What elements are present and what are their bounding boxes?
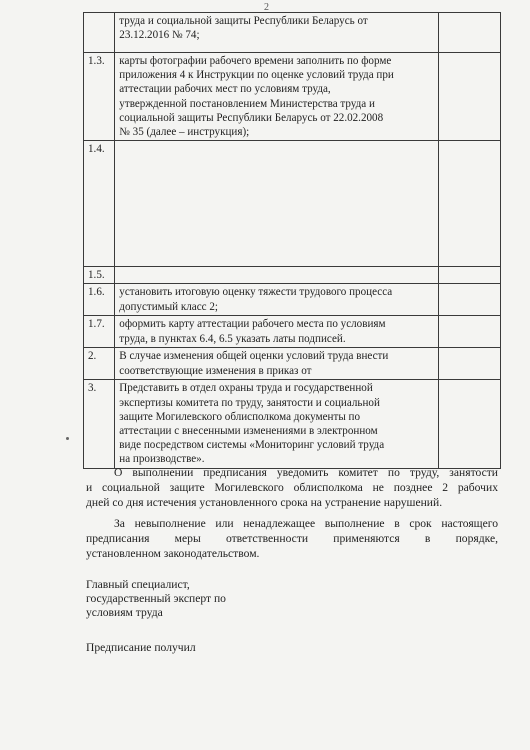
- table-row: [84, 13, 501, 53]
- scan-dot-mark: [66, 437, 69, 440]
- row-text-content: Представить в отдел охраны труда и государственной экспертизы комитета по труду, занятости и социальной защите Могилевского облисполкома документы по аттестации с внесенными изменениями в электронном виде посредством системы «Мониторинг условий труда на производстве».: [119, 382, 385, 466]
- paragraph-line: За невыполнение или ненадлежащее выполнение в срок настоящего: [114, 517, 498, 530]
- paragraph-line: предписания меры ответственности применяются в порядке,: [86, 532, 498, 546]
- table-row: [84, 348, 501, 380]
- row-text: [115, 284, 439, 316]
- row-number: 2.: [84, 348, 115, 380]
- row-text-content: установить итоговую оценку тяжести трудового процесса допустимый класс 2;: [119, 286, 393, 313]
- row-text: [115, 141, 439, 267]
- paragraph-line: О выполнении предписания уведомить комитет по труду, занятости: [114, 466, 498, 479]
- row-text-content: В случае изменения общей оценки условий труда внести соответствующие изменения в приказ от: [119, 350, 389, 377]
- table-row: [84, 284, 501, 316]
- row-extra-cell: [439, 13, 501, 53]
- row-extra-cell: [439, 53, 501, 141]
- page-number: 2: [264, 2, 269, 13]
- table-row: [84, 267, 501, 284]
- row-text: [115, 53, 439, 141]
- table-row: [84, 53, 501, 141]
- row-extra-cell: [439, 316, 501, 348]
- paragraph-line: дней со дня истечения установленного срока на устранение нарушений.: [86, 496, 443, 510]
- row-extra-cell: [439, 284, 501, 316]
- paragraph-line: и социальной защите Могилевского облисполкома не позднее 2 рабочих: [86, 481, 498, 495]
- notify-paragraph: [86, 465, 498, 511]
- paragraph-line: установленном законодательством.: [86, 547, 260, 561]
- row-text-content: карты фотографии рабочего времени заполнить по форме приложения 4 к Инструкции по оценке условий труда при аттестации рабочих мест по условиям труда, утвержденной постановлением Министерства труда и социальной защиты Республики Беларусь от 22.02.2008 № 35 (далее – инструкция);: [119, 55, 394, 139]
- signature-block: [86, 578, 226, 620]
- received-label: Предписание получил: [86, 641, 196, 654]
- table-row: [84, 316, 501, 348]
- row-extra-cell: [439, 141, 501, 267]
- signature-title-line: Главный специалист,: [86, 578, 190, 591]
- row-text: [115, 380, 439, 468]
- signature-title-line: условиям труда: [86, 606, 163, 619]
- row-number: 1.4.: [84, 141, 115, 267]
- table-row: [84, 380, 501, 468]
- row-text: [115, 267, 439, 284]
- row-text: [115, 316, 439, 348]
- row-text: [115, 348, 439, 380]
- row-text-content: оформить карту аттестации рабочего места по условиям труда, в пунктах 6.4, 6.5 указать латы подписей.: [119, 318, 386, 345]
- row-number: 1.3.: [84, 53, 115, 141]
- row-extra-cell: [439, 267, 501, 284]
- row-number: 1.7.: [84, 316, 115, 348]
- row-number: [84, 13, 115, 53]
- row-number: 3.: [84, 380, 115, 468]
- row-extra-cell: [439, 348, 501, 380]
- row-text: [115, 13, 439, 53]
- table-row: [84, 141, 501, 267]
- liability-paragraph: [86, 516, 498, 562]
- signature-title-line: государственный эксперт по: [86, 592, 226, 605]
- row-extra-cell: [439, 380, 501, 468]
- row-text-content: труда и социальной защиты Республики Беларусь от 23.12.2016 № 74;: [119, 15, 368, 42]
- row-number: 1.5.: [84, 267, 115, 284]
- row-number: 1.6.: [84, 284, 115, 316]
- prescription-table: [83, 12, 501, 469]
